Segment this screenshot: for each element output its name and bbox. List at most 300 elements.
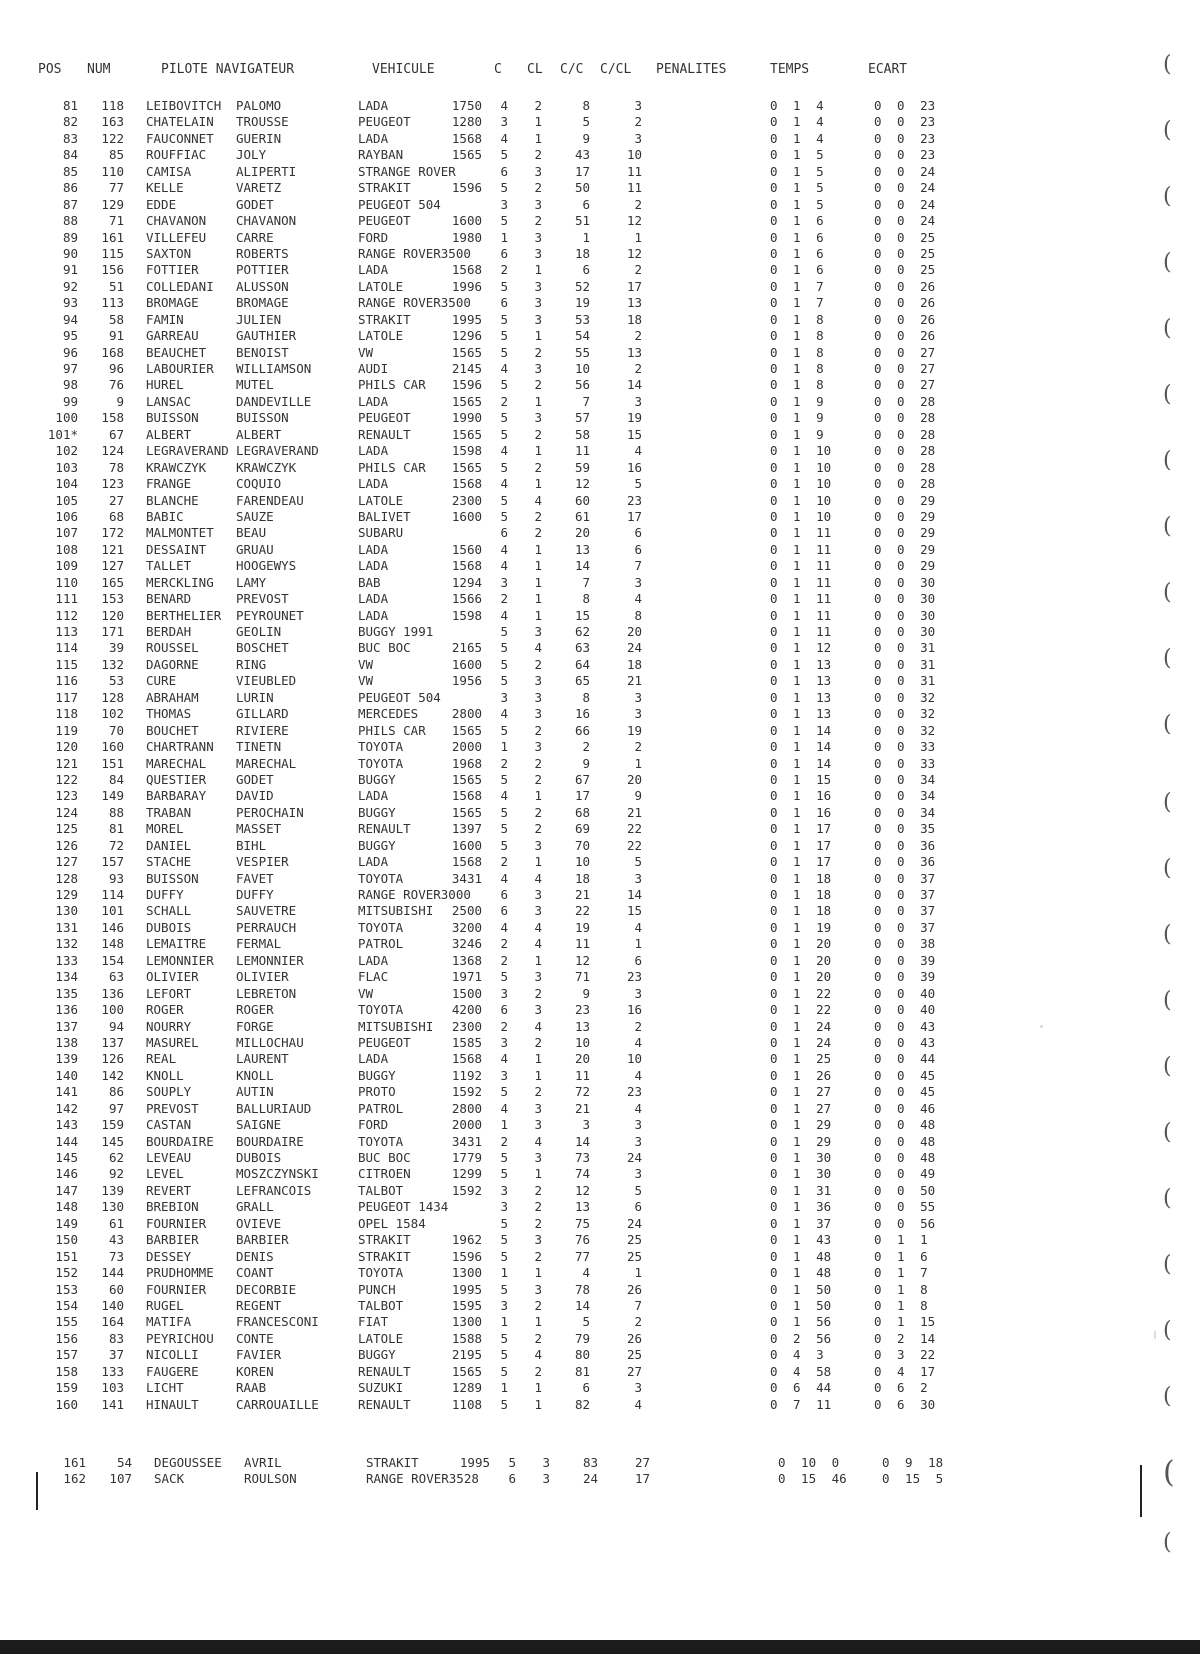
cell-ecart: 0 0 43 xyxy=(874,1034,936,1050)
table-row xyxy=(0,1471,1200,1487)
cell-ecart: 0 0 36 xyxy=(874,837,936,853)
cell-c: 5 xyxy=(500,344,508,360)
cell-cylindree: 1568 xyxy=(451,476,482,492)
table-row xyxy=(0,1150,1200,1166)
cell-navigateur: MASSET xyxy=(236,821,282,837)
cell-cl: 2 xyxy=(534,147,542,163)
cell-pos: 136 xyxy=(55,1002,78,1018)
cell-ecart: 0 0 34 xyxy=(874,788,936,804)
cell-num: 96 xyxy=(108,361,124,376)
cell-num: 124 xyxy=(101,443,124,459)
cell-pos: 156 xyxy=(55,1330,78,1346)
cell-pilote: SOUPLY xyxy=(146,1084,192,1100)
cell-num: 61 xyxy=(108,1215,124,1231)
cell-temps: 0 1 56 xyxy=(770,1314,832,1330)
table-row xyxy=(0,1314,1200,1330)
table-row xyxy=(0,1199,1200,1215)
cell-vehicule: LATOLE xyxy=(358,492,404,508)
cell-c: 5 xyxy=(500,837,508,853)
cell-cylindree: 1280 xyxy=(451,114,482,130)
cell-cylindree: 1956 xyxy=(451,673,482,689)
cell-pos: 140 xyxy=(55,1067,78,1083)
cell-c-cl: 22 xyxy=(626,821,642,837)
cell-ecart: 0 0 50 xyxy=(874,1182,936,1198)
cell-pos: 114 xyxy=(55,640,78,656)
cell-num: 161 xyxy=(101,229,124,245)
cell-c-cl: 13 xyxy=(626,295,642,311)
cell-c-cl: 11 xyxy=(626,163,642,179)
cell-temps: 0 1 8 xyxy=(770,311,824,327)
cell-c-cl: 24 xyxy=(626,1215,642,1231)
cell-cl: 3 xyxy=(534,1150,542,1165)
cell-c-c: 6 xyxy=(582,262,590,278)
cell-temps: 0 1 13 xyxy=(770,673,832,689)
cell-temps: 0 7 11 xyxy=(770,1396,832,1412)
cell-temps: 0 1 48 xyxy=(770,1265,832,1281)
cell-cylindree: 1565 xyxy=(451,426,482,442)
cell-pos: 116 xyxy=(55,673,78,689)
cell-c: 3 xyxy=(500,1067,508,1083)
cell-c-c: 55 xyxy=(574,344,590,360)
binder-hole-mark: ( xyxy=(1163,118,1172,143)
cell-vehicule: VW xyxy=(358,344,374,360)
cell-num: 146 xyxy=(101,919,124,935)
cell-pilote: BREBION xyxy=(146,1199,199,1215)
binder-hole-mark: ( xyxy=(1163,646,1172,671)
cell-num: 148 xyxy=(101,936,124,952)
cell-temps: 0 1 10 xyxy=(770,476,832,492)
cell-num: 115 xyxy=(101,245,124,261)
cell-navigateur: CHAVANON xyxy=(236,213,297,229)
cell-c-c: 83 xyxy=(582,1455,598,1470)
cell-navigateur: WILLIAMSON xyxy=(236,361,312,376)
cell-c-c: 70 xyxy=(574,837,590,853)
cell-vehicule: LADA xyxy=(358,558,389,574)
cell-c-c: 78 xyxy=(574,1281,590,1297)
table-row xyxy=(0,1232,1200,1248)
cell-navigateur: TINETN xyxy=(236,739,282,755)
cell-ecart: 0 1 1 xyxy=(874,1232,928,1248)
cell-pilote: FAUGERE xyxy=(146,1363,199,1379)
cell-navigateur: BROMAGE xyxy=(236,295,289,311)
cell-navigateur: DAVID xyxy=(236,788,274,804)
cell-pos: 91 xyxy=(62,262,78,278)
cell-cylindree: 1192 xyxy=(451,1067,482,1083)
cell-c: 5 xyxy=(500,311,508,327)
cell-pilote: BLANCHE xyxy=(146,492,199,508)
cell-vehicule: TALBOT xyxy=(358,1182,404,1198)
cell-cl: 2 xyxy=(534,426,542,442)
cell-ecart: 0 0 38 xyxy=(874,936,936,952)
cell-vehicule: LADA xyxy=(358,952,389,968)
cell-pilote: BARBARAY xyxy=(146,788,207,804)
cell-vehicule: PEUGEOT xyxy=(358,213,411,229)
cell-c: 4 xyxy=(500,706,508,722)
cell-navigateur: RAAB xyxy=(236,1380,267,1396)
table-row xyxy=(0,772,1200,788)
cell-cl: 3 xyxy=(534,673,542,689)
cell-c-cl: 4 xyxy=(634,919,642,935)
cell-vehicule: FORD xyxy=(358,229,389,245)
cell-c-cl: 17 xyxy=(626,508,642,524)
table-row xyxy=(0,410,1200,426)
cell-num: 39 xyxy=(108,640,124,656)
cell-c-c: 74 xyxy=(574,1166,590,1182)
cell-pilote: DESSEY xyxy=(146,1248,192,1264)
cell-cylindree: 1397 xyxy=(451,821,482,837)
cell-c-c: 72 xyxy=(574,1084,590,1100)
scan-speck xyxy=(1040,1025,1043,1028)
binder-hole-mark: ( xyxy=(1163,1455,1175,1490)
cell-num: 156 xyxy=(101,262,124,278)
cell-c-c: 11 xyxy=(574,936,590,952)
cell-temps: 0 1 25 xyxy=(770,1051,832,1067)
cell-cylindree: 1300 xyxy=(451,1314,482,1330)
cell-c-cl: 23 xyxy=(626,969,642,985)
cell-num: 62 xyxy=(108,1150,124,1165)
cell-temps: 0 1 8 xyxy=(770,377,824,393)
cell-cl: 3 xyxy=(534,196,542,212)
cell-vehicule: FIAT xyxy=(358,1314,389,1330)
cell-pos: 147 xyxy=(55,1182,78,1198)
table-row xyxy=(0,558,1200,574)
cell-c: 3 xyxy=(500,1182,508,1198)
cell-pilote: ROUSSEL xyxy=(146,640,199,656)
cell-cylindree: 1565 xyxy=(451,1363,482,1379)
cell-temps: 0 1 9 xyxy=(770,410,824,426)
cell-temps: 0 1 36 xyxy=(770,1199,832,1215)
cell-temps: 0 1 11 xyxy=(770,525,832,541)
cell-pos: 122 xyxy=(55,771,78,787)
cell-pilote: DESSAINT xyxy=(146,541,207,557)
cell-c-c: 52 xyxy=(574,278,590,294)
cell-c-cl: 3 xyxy=(634,706,642,722)
cell-vehicule: VW xyxy=(358,656,374,672)
cell-cylindree: 2500 xyxy=(451,903,482,919)
cell-cl: 2 xyxy=(534,1084,542,1100)
col-header-c-c: C/C xyxy=(560,61,584,78)
results-table-tail xyxy=(0,1455,1200,1488)
cell-pos: 133 xyxy=(55,952,78,968)
cell-c-cl: 6 xyxy=(634,541,642,557)
cell-c: 5 xyxy=(500,1232,508,1248)
cell-vehicule: BUC BOC xyxy=(358,640,411,656)
cell-c-cl: 10 xyxy=(626,147,642,163)
cell-cl: 1 xyxy=(534,1067,542,1083)
cell-cl: 3 xyxy=(534,229,542,245)
cell-c: 5 xyxy=(500,492,508,508)
cell-pos: 144 xyxy=(55,1133,78,1149)
table-row xyxy=(0,903,1200,919)
cell-c: 4 xyxy=(500,98,508,113)
cell-num: 63 xyxy=(108,969,124,985)
cell-cl: 2 xyxy=(534,771,542,787)
cell-ecart: 0 0 35 xyxy=(874,821,936,837)
cell-cl: 3 xyxy=(534,163,542,179)
table-row xyxy=(0,591,1200,607)
cell-num: 127 xyxy=(101,558,124,574)
cell-cl: 2 xyxy=(534,180,542,196)
cell-c: 5 xyxy=(500,410,508,426)
cell-ecart: 0 0 56 xyxy=(874,1215,936,1231)
cell-navigateur: LEMONNIER xyxy=(236,952,304,968)
cell-pilote: CHATELAIN xyxy=(146,114,214,130)
cell-c-c: 9 xyxy=(582,985,590,1001)
cell-pilote: MALMONTET xyxy=(146,525,214,541)
cell-temps: 0 1 29 xyxy=(770,1133,832,1149)
cell-cylindree: 1980 xyxy=(451,229,482,245)
cell-temps: 0 1 10 xyxy=(770,492,832,508)
cell-temps: 0 1 13 xyxy=(770,706,832,722)
cell-pos: 103 xyxy=(55,459,78,475)
cell-c: 5 xyxy=(500,722,508,738)
cell-c-cl: 2 xyxy=(634,262,642,278)
cell-navigateur: BEAU xyxy=(236,525,267,541)
cell-cl: 1 xyxy=(534,393,542,409)
cell-c-cl: 21 xyxy=(626,673,642,689)
cell-c-cl: 3 xyxy=(634,870,642,886)
cell-c-c: 69 xyxy=(574,821,590,837)
table-row xyxy=(0,542,1200,558)
cell-pilote: LEMONNIER xyxy=(146,952,214,968)
table-row xyxy=(0,98,1200,114)
cell-c-c: 17 xyxy=(574,788,590,804)
cell-pos: 107 xyxy=(55,525,78,541)
cell-c: 5 xyxy=(500,1150,508,1165)
cell-c: 5 xyxy=(500,278,508,294)
cell-c-cl: 2 xyxy=(634,1018,642,1034)
cell-c-cl: 25 xyxy=(626,1248,642,1264)
cell-c-c: 8 xyxy=(582,98,590,113)
cell-temps: 0 1 10 xyxy=(770,443,832,459)
cell-ecart: 0 0 45 xyxy=(874,1067,936,1083)
cell-pilote: ROUFFIAC xyxy=(146,147,207,163)
table-row xyxy=(0,1134,1200,1150)
cell-pos: 159 xyxy=(55,1380,78,1396)
cell-pilote: COLLEDANI xyxy=(146,278,214,294)
cell-c-c: 14 xyxy=(574,1133,590,1149)
cell-c: 6 xyxy=(500,163,508,179)
cell-pilote: FOURNIER xyxy=(146,1281,207,1297)
cell-num: 130 xyxy=(101,1199,124,1215)
cell-c-c: 9 xyxy=(582,755,590,771)
binder-hole-mark: ( xyxy=(1163,316,1172,341)
cell-pos: 121 xyxy=(55,755,78,771)
cell-num: 142 xyxy=(101,1067,124,1083)
cell-vehicule: BUGGY xyxy=(358,804,396,820)
cell-vehicule: LADA xyxy=(358,476,389,492)
cell-cl: 2 xyxy=(534,1248,542,1264)
cell-pilote: DUBOIS xyxy=(146,919,192,935)
cell-c-cl: 13 xyxy=(626,344,642,360)
cell-ecart: 0 0 24 xyxy=(874,163,936,179)
cell-num: 153 xyxy=(101,591,124,607)
cell-c-cl: 3 xyxy=(634,985,642,1001)
cell-navigateur: SAUZE xyxy=(236,508,274,524)
cell-pilote: KELLE xyxy=(146,180,184,196)
cell-cl: 1 xyxy=(534,1166,542,1182)
cell-c-cl: 3 xyxy=(634,1380,642,1396)
results-table xyxy=(0,98,1200,1413)
cell-ecart: 0 0 30 xyxy=(874,591,936,607)
cell-cylindree: 1592 xyxy=(451,1182,482,1198)
cell-navigateur: KNOLL xyxy=(236,1067,274,1083)
cell-pilote: DANIEL xyxy=(146,837,192,853)
cell-navigateur: LEFRANCOIS xyxy=(236,1182,312,1198)
cell-pos: 134 xyxy=(55,969,78,985)
cell-vehicule: PEUGEOT 504 xyxy=(358,689,441,705)
cell-vehicule: BUGGY xyxy=(358,837,396,853)
cell-cl: 1 xyxy=(534,1265,542,1281)
cell-vehicule: OPEL 1584 xyxy=(358,1215,426,1231)
cell-pos: 142 xyxy=(55,1100,78,1116)
cell-navigateur: PREVOST xyxy=(236,591,289,607)
cell-vehicule: PATROL xyxy=(358,1100,404,1116)
cell-ecart: 0 0 28 xyxy=(874,459,936,475)
table-row xyxy=(0,887,1200,903)
cell-pilote: LANSAC xyxy=(146,393,192,409)
cell-pilote: FRANGE xyxy=(146,476,192,492)
cell-pos: 131 xyxy=(55,919,78,935)
cell-navigateur: RING xyxy=(236,656,267,672)
cell-pos: 85 xyxy=(62,163,78,179)
cell-num: 136 xyxy=(101,985,124,1001)
table-row xyxy=(0,690,1200,706)
cell-c-cl: 3 xyxy=(634,1133,642,1149)
cell-cl: 1 xyxy=(534,443,542,459)
cell-c-c: 18 xyxy=(574,870,590,886)
cell-cl: 2 xyxy=(534,213,542,229)
cell-ecart: 0 0 30 xyxy=(874,574,936,590)
cell-c-cl: 3 xyxy=(634,574,642,590)
cell-c-cl: 5 xyxy=(634,854,642,870)
table-row xyxy=(0,443,1200,459)
cell-ecart: 0 0 25 xyxy=(874,229,936,245)
cell-pos: 129 xyxy=(55,887,78,902)
cell-cl: 4 xyxy=(534,640,542,656)
cell-navigateur: RIVIERE xyxy=(236,722,289,738)
cell-vehicule: PEUGEOT 504 xyxy=(358,196,441,212)
cell-ecart: 0 0 29 xyxy=(874,508,936,524)
cell-c-cl: 14 xyxy=(626,887,642,902)
cell-temps: 0 1 9 xyxy=(770,426,824,442)
cell-c-cl: 19 xyxy=(626,722,642,738)
cell-ecart: 0 9 18 xyxy=(882,1455,944,1470)
cell-c-c: 75 xyxy=(574,1215,590,1231)
cell-c: 5 xyxy=(500,1215,508,1231)
cell-temps: 0 1 24 xyxy=(770,1018,832,1034)
cell-pilote: LEVEAU xyxy=(146,1150,192,1165)
cell-vehicule: PEUGEOT xyxy=(358,1034,411,1050)
cell-c: 5 xyxy=(500,1396,508,1412)
cell-vehicule: RENAULT xyxy=(358,1396,411,1412)
cell-pos: 138 xyxy=(55,1034,78,1050)
cell-ecart: 0 15 5 xyxy=(882,1471,944,1487)
cell-pos: 111 xyxy=(55,591,78,607)
cell-cylindree: 1565 xyxy=(451,459,482,475)
cell-vehicule: VW xyxy=(358,673,374,689)
cell-navigateur: ALIPERTI xyxy=(236,163,297,179)
cell-cl: 1 xyxy=(534,476,542,492)
cell-temps: 0 1 5 xyxy=(770,147,824,163)
col-header-penalites: PENALITES xyxy=(656,61,727,78)
cell-navigateur: VARETZ xyxy=(236,180,282,196)
cell-ecart: 0 0 31 xyxy=(874,673,936,689)
cell-pilote: BERDAH xyxy=(146,624,192,639)
table-row xyxy=(0,525,1200,541)
cell-temps: 0 1 8 xyxy=(770,328,824,344)
cell-navigateur: GRALL xyxy=(236,1199,274,1215)
cell-c-c: 12 xyxy=(574,952,590,968)
cell-pos: 109 xyxy=(55,558,78,574)
cell-c: 4 xyxy=(500,443,508,459)
cell-cl: 1 xyxy=(534,1380,542,1396)
cell-c-cl: 6 xyxy=(634,525,642,541)
cell-num: 88 xyxy=(108,804,124,820)
scan-speck xyxy=(1154,1330,1156,1340)
table-row xyxy=(0,854,1200,870)
cell-pilote: FAMIN xyxy=(146,311,184,327)
cell-pilote: LICHT xyxy=(146,1380,184,1396)
cell-pilote: CHARTRANN xyxy=(146,739,214,755)
cell-vehicule: AUDI xyxy=(358,361,389,376)
cell-navigateur: POTTIER xyxy=(236,262,289,278)
cell-cylindree: 1289 xyxy=(451,1380,482,1396)
cell-vehicule: BUC BOC xyxy=(358,1150,411,1165)
cell-cylindree: 1568 xyxy=(451,262,482,278)
table-row xyxy=(0,1183,1200,1199)
table-row xyxy=(0,640,1200,656)
cell-vehicule: PEUGEOT xyxy=(358,410,411,426)
cell-num: 71 xyxy=(108,213,124,229)
cell-vehicule: BUGGY xyxy=(358,1347,396,1363)
cell-c-cl: 3 xyxy=(634,689,642,705)
cell-ecart: 0 0 26 xyxy=(874,295,936,311)
cell-cylindree: 2800 xyxy=(451,706,482,722)
cell-temps: 0 1 22 xyxy=(770,985,832,1001)
cell-navigateur: GRUAU xyxy=(236,541,274,557)
cell-cylindree: 1996 xyxy=(451,278,482,294)
cell-pilote: TRABAN xyxy=(146,804,192,820)
cell-temps: 0 1 11 xyxy=(770,574,832,590)
cell-num: 149 xyxy=(101,788,124,804)
cell-c-cl: 25 xyxy=(626,1232,642,1248)
cell-navigateur: BIHL xyxy=(236,837,267,853)
cell-navigateur: FERMAL xyxy=(236,936,282,952)
cell-vehicule: PEUGEOT 1434 xyxy=(358,1199,449,1215)
cell-ecart: 0 0 37 xyxy=(874,919,936,935)
cell-pos: 151 xyxy=(55,1248,78,1264)
cell-c-c: 21 xyxy=(574,887,590,902)
cell-cl: 2 xyxy=(534,1182,542,1198)
cell-c-c: 3 xyxy=(582,1117,590,1133)
cell-pos: 106 xyxy=(55,508,78,524)
cell-temps: 0 1 27 xyxy=(770,1084,832,1100)
cell-num: 76 xyxy=(108,377,124,393)
cell-c-cl: 4 xyxy=(634,1100,642,1116)
cell-num: 157 xyxy=(101,854,124,870)
cell-cl: 4 xyxy=(534,1133,542,1149)
cell-ecart: 0 0 27 xyxy=(874,361,936,376)
cell-num: 103 xyxy=(101,1380,124,1396)
cell-c: 6 xyxy=(500,525,508,541)
table-row xyxy=(0,147,1200,163)
cell-num: 77 xyxy=(108,180,124,196)
cell-c: 1 xyxy=(500,1380,508,1396)
col-header-cl: CL xyxy=(527,61,543,78)
cell-cylindree: 3431 xyxy=(451,870,482,886)
cell-pilote: CURE xyxy=(146,673,177,689)
